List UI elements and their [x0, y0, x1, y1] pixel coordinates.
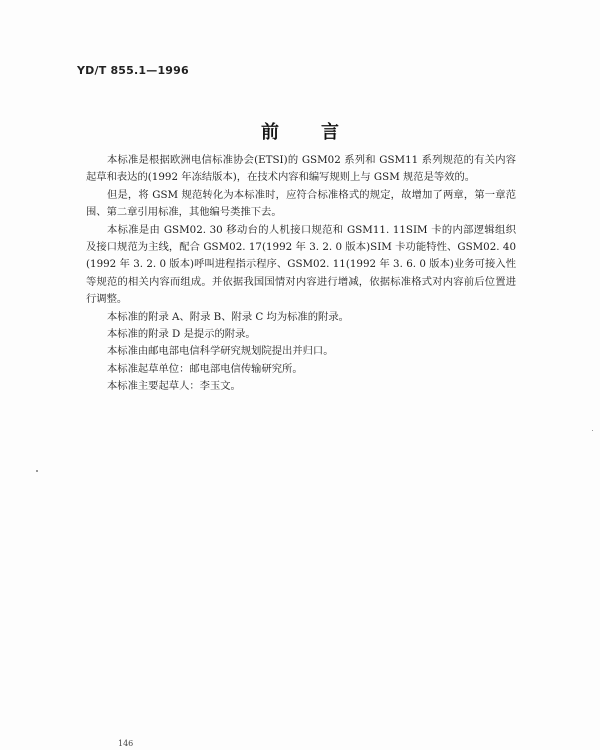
scan-speck [592, 430, 593, 431]
paragraph-drafting-unit: 本标准起草单位：邮电部电信传输研究所。 [107, 362, 303, 375]
paragraph-drafters: 本标准主要起草人：李玉文。 [107, 380, 241, 393]
paragraph-informative-annex: 本标准的附录 D 是提示的附录。 [107, 328, 256, 341]
paragraph-composition: 本标准是由 GSM02. 30 移动台的人机接口规范和 GSM11. 11SIM 卡的内部逻辑组织及接口规范为主线，配合 GSM02. 17(1992 年 3. 2. 0 版本)SIM 卡功能特性、GSM02. 40(1992 年 3. 2. 0 版本)呼叫进程指示程序、GSM02. 11(1992 年 3. 6. 0 版本)业务可接入性等规范的相关内容而组成。并依据我国国情对内容进行增减，依据标准格式对内容前后位置进行调整。 [86, 223, 516, 306]
paragraph-proposer: 本标准由邮电部电信科学研究规划院提出并归口。 [107, 345, 334, 358]
page-title: 前言 [261, 122, 381, 143]
paragraph-basis: 本标准是根据欧洲电信标准协会(ETSI)的 GSM02 系列和 GSM11 系列规范的有关内容起草和表达的(1992 年冻结版本)，在技术内容和编写规则上与 GSM 规范是等效的。 [86, 154, 516, 184]
foreword-body [86, 152, 516, 396]
paragraph-conversion: 但是，将 GSM 规范转化为本标准时，应符合标准格式的规定，故增加了两章，第一章范围、第二章引用标准，其他编号类推下去。 [86, 188, 516, 219]
paragraph-normative-annexes: 本标准的附录 A、附录 B、附录 C 均为标准的附录。 [107, 310, 349, 323]
scan-speck [36, 470, 38, 472]
standard-code: YD/T 855.1—1996 [77, 64, 189, 77]
page-number: 146 [118, 739, 134, 748]
